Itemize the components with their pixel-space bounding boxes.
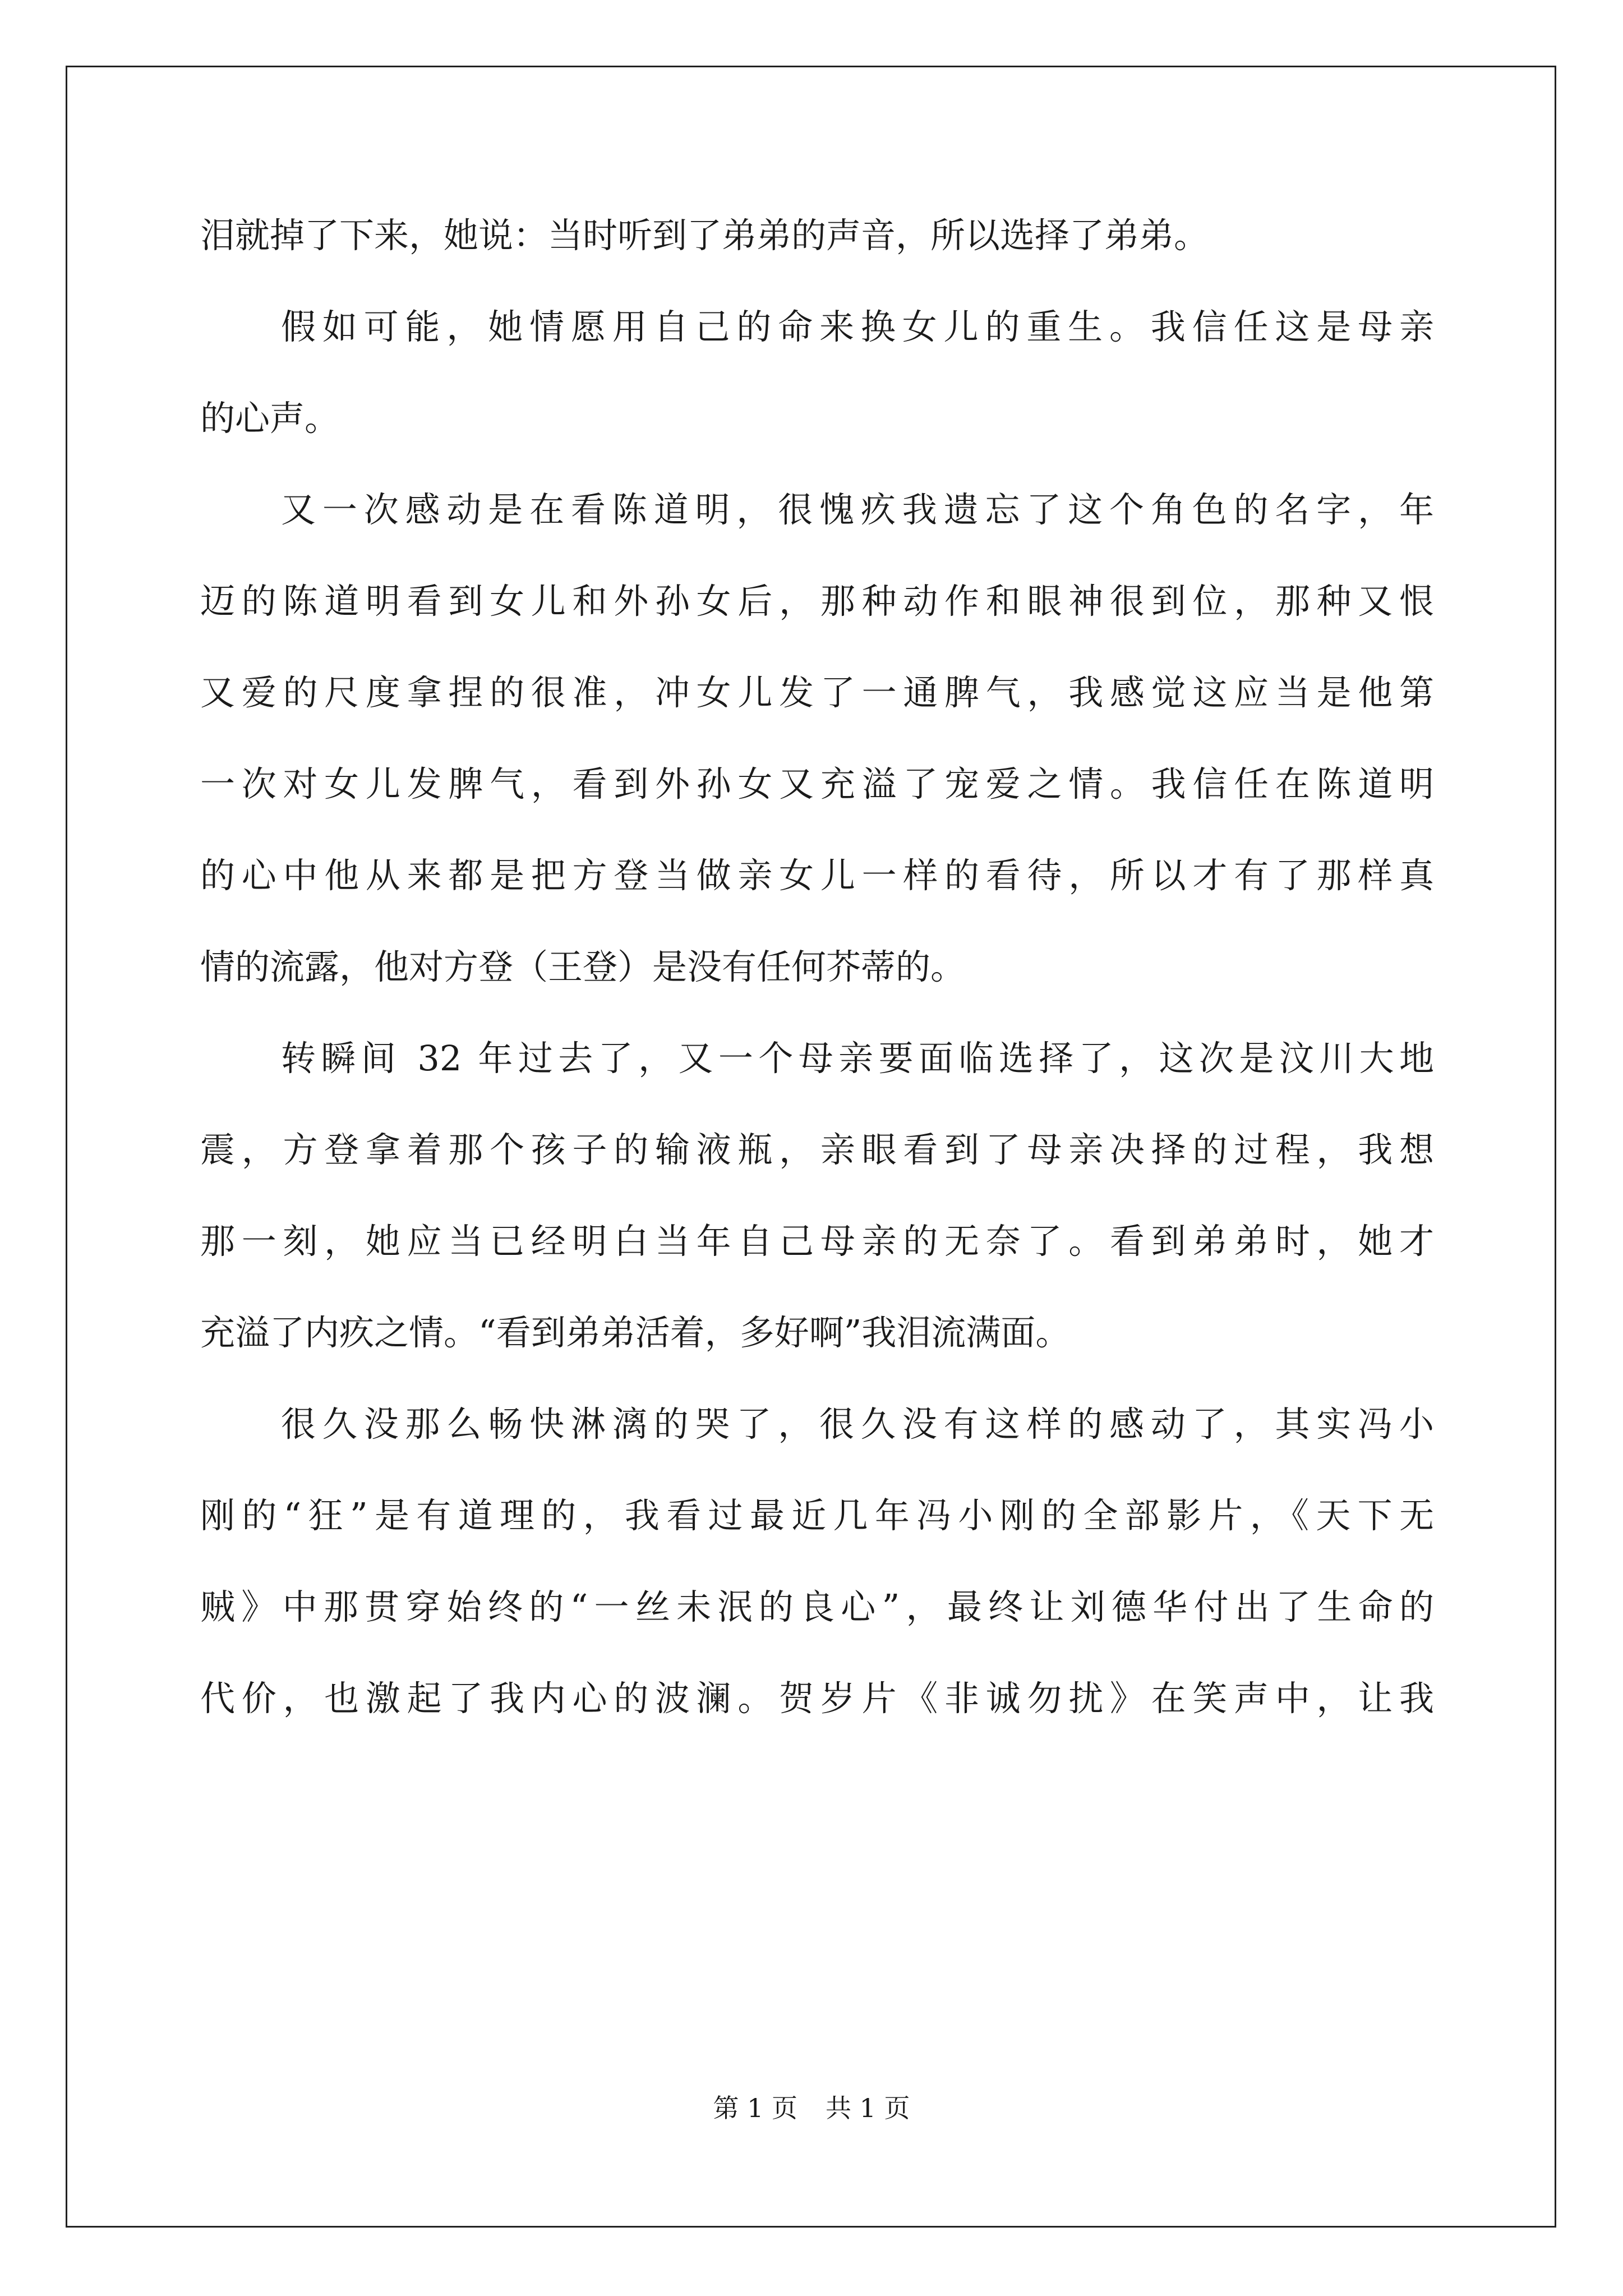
text-line: 很久没那么畅快淋漓的哭了，很久没有这样的感动了，其实冯小 — [281, 1404, 1434, 1444]
text-line: 那一刻，她应当已经明白当年自己母亲的无奈了。看到弟弟时，她才 — [200, 1221, 1434, 1262]
text-line: 代价，也激起了我内心的波澜。贺岁片《非诚勿扰》在笑声中，让我 — [200, 1678, 1434, 1719]
page-footer — [0, 2091, 1623, 2125]
text-line: 假如可能，她情愿用自己的命来换女儿的重生。我信任这是母亲 — [281, 306, 1434, 347]
text-line: 又爱的尺度拿捏的很准，冲女儿发了一通脾气，我感觉这应当是他第 — [200, 672, 1434, 713]
text-line: 一次对女儿发脾气，看到外孙女又充溢了宠爱之情。我信任在陈道明 — [200, 763, 1434, 804]
text-line: 又一次感动是在看陈道明，很愧疚我遗忘了这个角色的名字，年 — [281, 489, 1434, 530]
text-line: 刚的“狂”是有道理的，我看过最近几年冯小刚的全部影片，《天下无 — [200, 1495, 1434, 1536]
text-line: 转瞬间 32 年过去了，又一个母亲要面临选择了，这次是汶川大地 — [281, 1038, 1434, 1079]
text-line: 充溢了内疚之情。“看到弟弟活着，多好啊”我泪流满面。 — [200, 1312, 1071, 1353]
text-line: 贼》中那贯穿始终的“一丝未泯的良心”，最终让刘德华付出了生命的 — [200, 1586, 1434, 1627]
text-line: 震，方登拿着那个孩子的输液瓶，亲眼看到了母亲决择的过程，我想 — [200, 1129, 1434, 1170]
page-number: 第 1 页 — [713, 2093, 797, 2123]
text-line: 迈的陈道明看到女儿和外孙女后，那种动作和眼神很到位，那种又恨 — [200, 581, 1434, 622]
text-line: 的心声。 — [200, 398, 340, 439]
text-line: 泪就掉了下来，她说：当时听到了弟弟的声音，所以选择了弟弟。 — [200, 215, 1209, 256]
text-line: 情的流露，他对方登（王登）是没有任何芥蒂的。 — [200, 946, 966, 987]
text-line: 的心中他从来都是把方登当做亲女儿一样的看待，所以才有了那样真 — [200, 855, 1434, 896]
page-count: 共 1 页 — [826, 2093, 910, 2123]
